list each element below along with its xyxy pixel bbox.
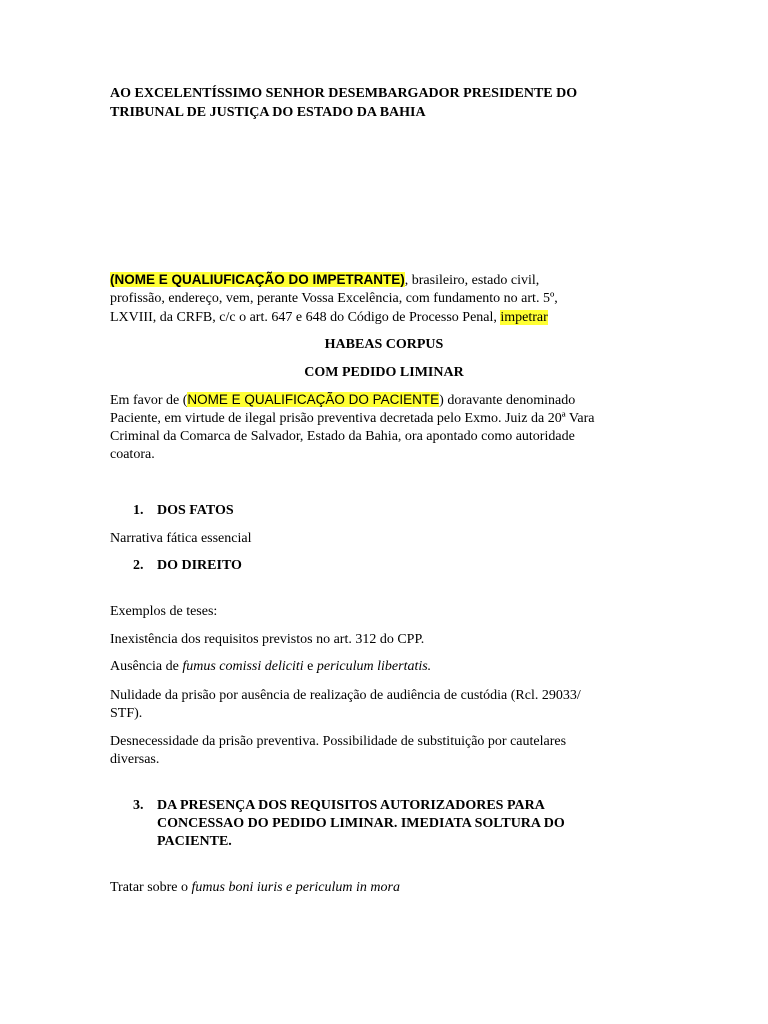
section-2-examples: Exemplos de teses: (110, 604, 218, 619)
section-3-title-line-1: DA PRESENÇA DOS REQUISITOS AUTORIZADORES PARA (157, 798, 545, 813)
section-2-item-2 (110, 658, 431, 676)
item-2-italic-1: fumus comissi deliciti (182, 659, 304, 674)
favor-line-2: Paciente, em virtude de ilegal prisão preventiva decretada pelo Exmo. Juiz da 20ª Vara (110, 411, 595, 426)
intro-line-3-text: LXVIII, da CRFB, c/c o art. 647 e 648 do Código de Processo Penal, (110, 310, 501, 325)
addressee-line-1: AO EXCELENTÍSSIMO SENHOR DESEMBARGADOR PRESIDENTE DO (110, 86, 578, 101)
section-3-body (110, 879, 400, 897)
favor-line-1 (110, 391, 575, 410)
section-1-title: DOS FATOS (157, 503, 234, 518)
section-2-item-4-line-1: Desnecessidade da prisão preventiva. Possibilidade de substituição por cautelares (110, 734, 567, 749)
section-2-item-1: Inexistência dos requisitos previstos no art. 312 do CPP. (110, 632, 425, 647)
addressee-line-2: TRIBUNAL DE JUSTIÇA DO ESTADO DA BAHIA (110, 105, 426, 120)
impetrante-placeholder: (NOME E QUALIUFICAÇÃO DO IMPETRANTE) (110, 272, 405, 287)
intro-line-3 (110, 309, 548, 327)
intro-line-2: profissão, endereço, vem, perante Vossa Excelência, com fundamento no art. 5º, (110, 291, 558, 306)
item-2-italic-2: periculum libertatis. (316, 659, 432, 674)
favor-suffix: ) doravante denominado (439, 393, 576, 408)
section-1-body: Narrativa fática essencial (110, 531, 252, 546)
section-2-item-3-line-1: Nulidade da prisão por ausência de realização de audiência de custódia (Rcl. 29033/ (110, 688, 581, 703)
section-3-body-prefix: Tratar sobre o (110, 880, 192, 895)
section-3-number: 3. (133, 798, 144, 813)
item-2-prefix: Ausência de (110, 659, 183, 674)
favor-line-3: Criminal da Comarca de Salvador, Estado da Bahia, ora apontado como autoridade (110, 429, 575, 444)
section-3-title-line-2: CONCESSAO DO PEDIDO LIMINAR. IMEDIATA SOLTURA DO (157, 816, 565, 831)
title-habeas-corpus: HABEAS CORPUS (324, 337, 444, 352)
impetrar-highlight: impetrar (500, 310, 548, 325)
paciente-placeholder: NOME E QUALIFICAÇÃO DO PACIENTE (187, 392, 440, 407)
item-2-mid: e (303, 659, 317, 674)
favor-prefix: Em favor de ( (110, 393, 188, 408)
intro-line-1-rest: , brasileiro, estado civil, (404, 273, 540, 288)
section-3-body-italic: fumus boni iuris e periculum in mora (191, 880, 400, 895)
section-1-number: 1. (133, 503, 144, 518)
section-2-item-3-line-2: STF). (110, 706, 143, 721)
section-3-title-line-3: PACIENTE. (157, 834, 232, 849)
section-2-item-4-line-2: diversas. (110, 752, 160, 767)
intro-line-1 (110, 271, 539, 290)
section-2-title: DO DIREITO (157, 558, 242, 573)
section-2-number: 2. (133, 558, 144, 573)
favor-line-4: coatora. (110, 447, 155, 462)
title-pedido-liminar: COM PEDIDO LIMINAR (304, 365, 464, 380)
